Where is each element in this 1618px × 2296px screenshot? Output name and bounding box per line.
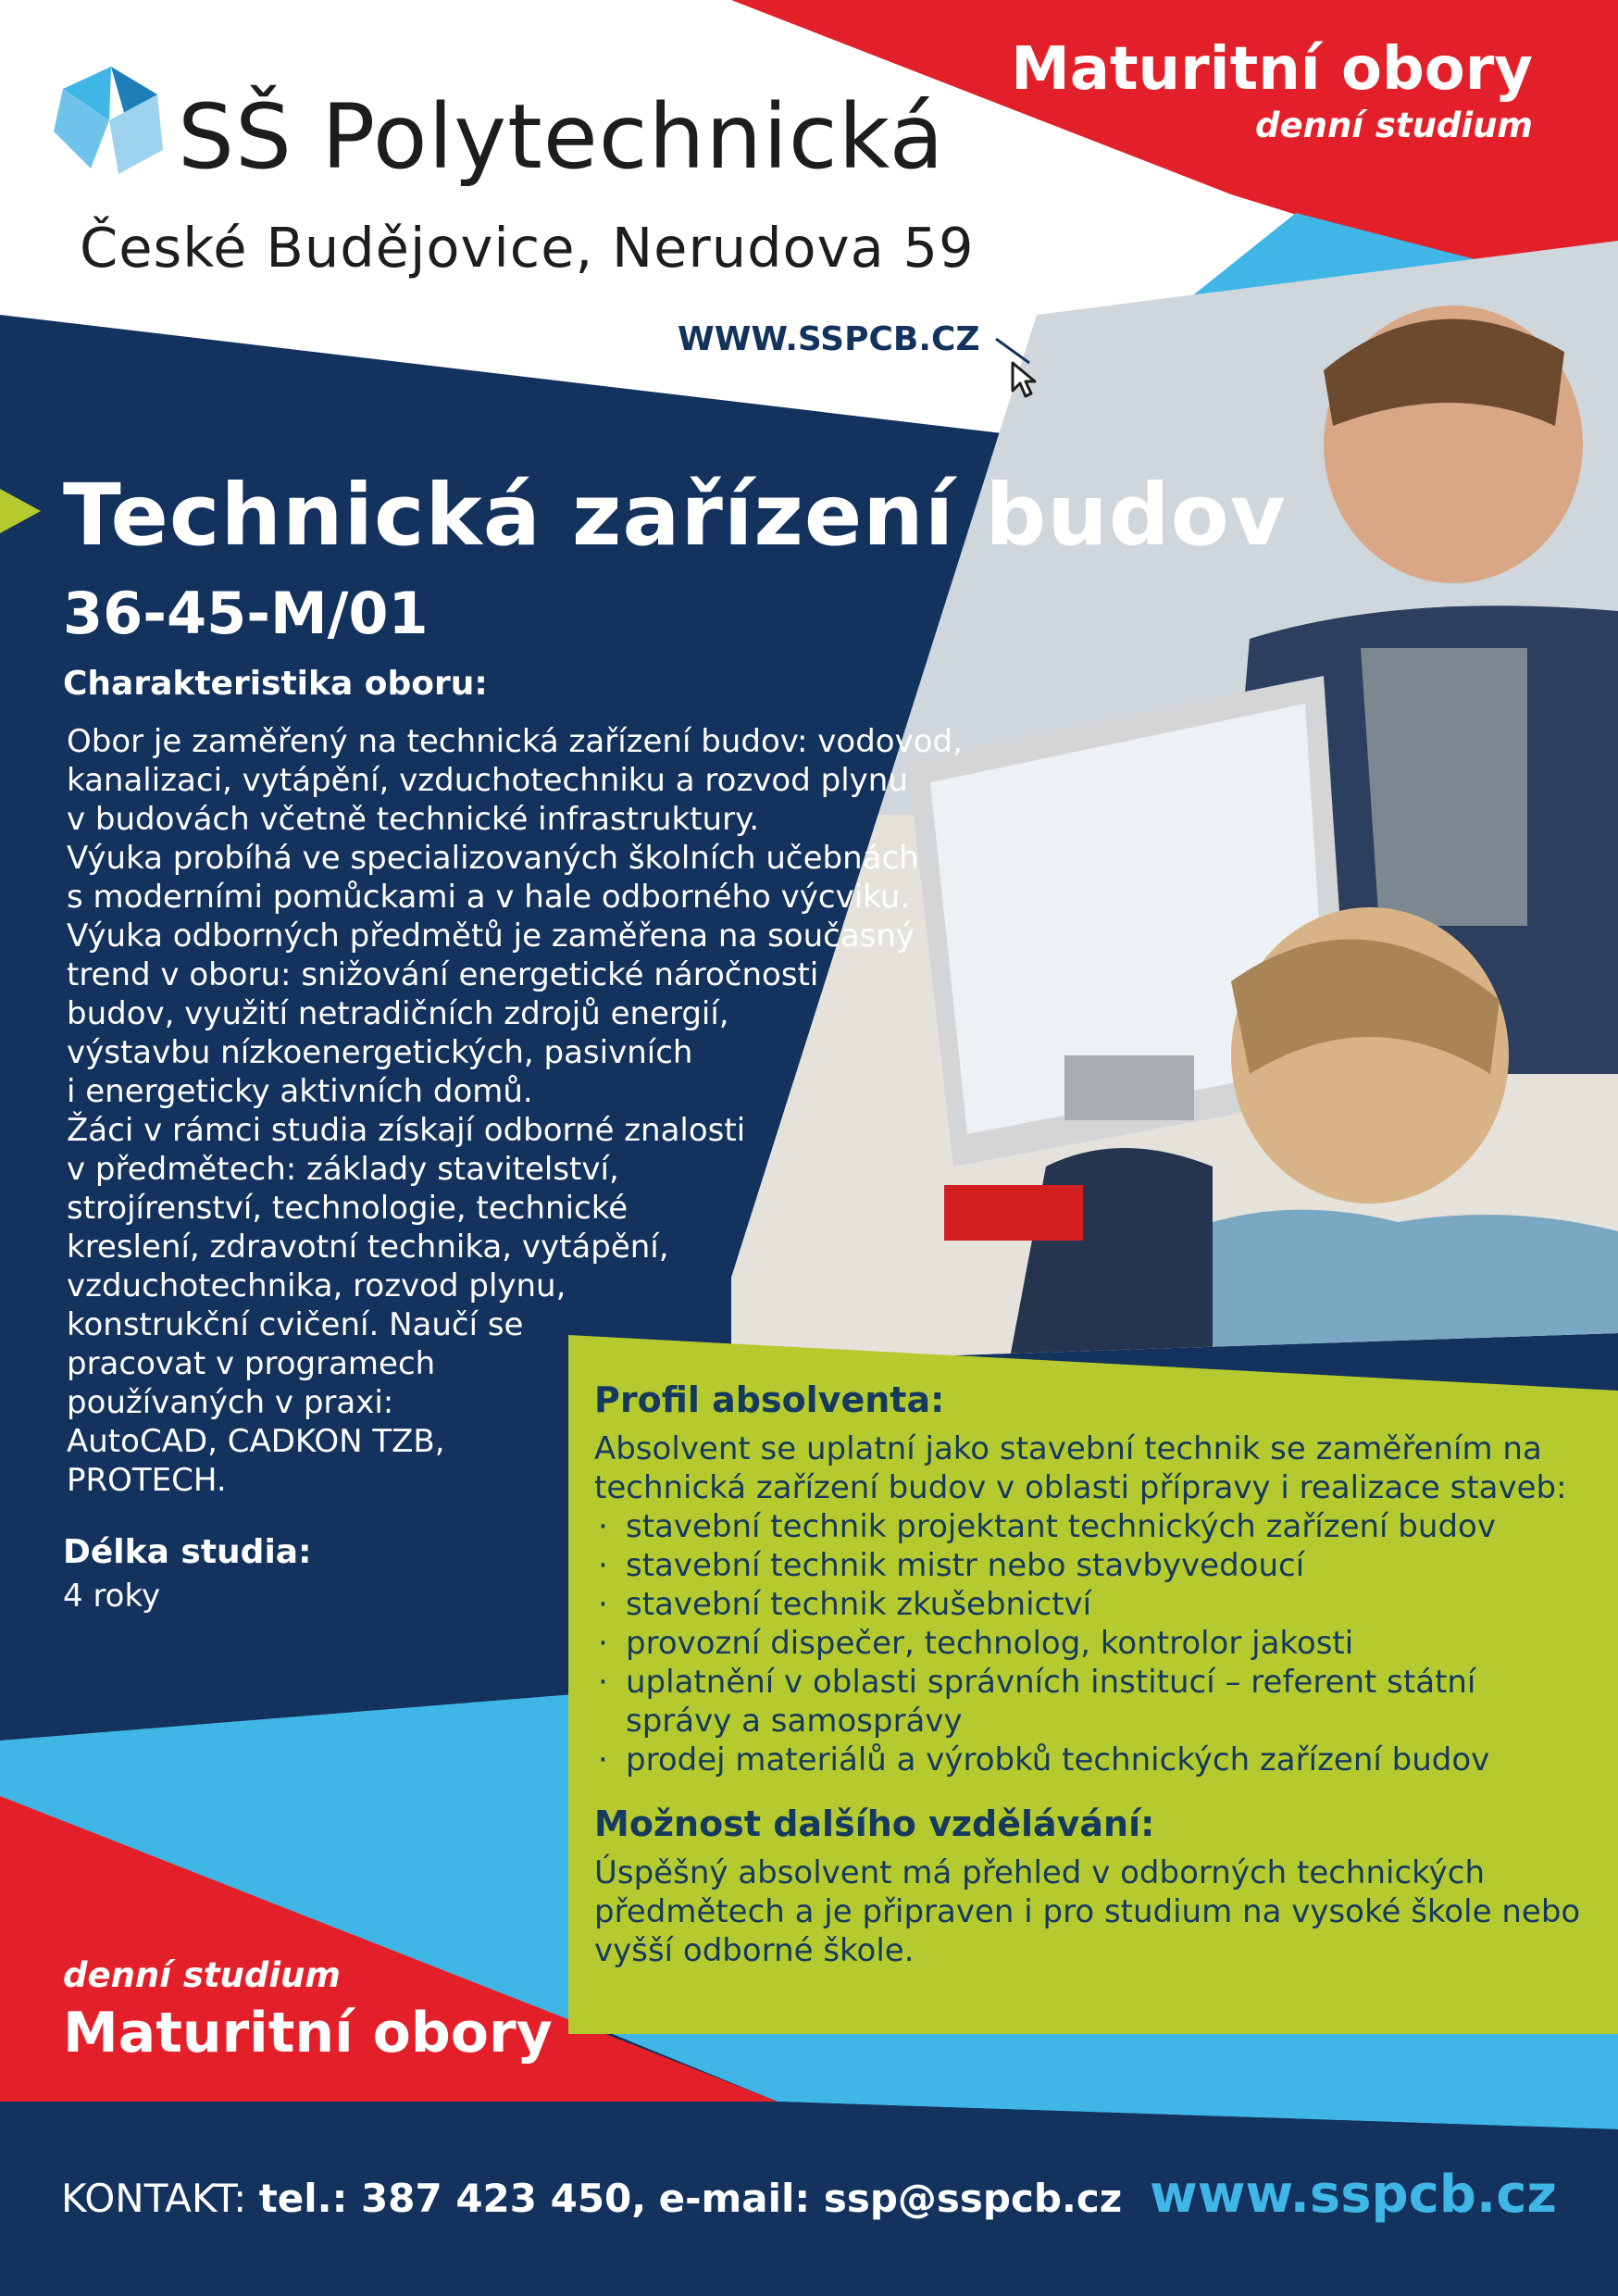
characteristics-line: i energeticky aktivních domů. <box>67 1073 533 1110</box>
list-item <box>594 1663 1594 1702</box>
profile-list <box>594 1507 1594 1779</box>
school-name: SŠ Polytechnická <box>178 85 945 189</box>
graduate-profile <box>594 1379 1594 1970</box>
characteristics-line: budov, využití netradičních zdrojů energií, <box>67 995 729 1032</box>
characteristics-line: Žáci v rámci studia získají odborné znalosti <box>67 1112 746 1149</box>
characteristics-line: trend v oboru: snižování energetické náročnosti <box>67 956 819 993</box>
contact-label: KONTAKT: <box>61 2176 247 2221</box>
further-education-line: vyšší odborné škole. <box>594 1932 915 1969</box>
characteristics-line: používaných v praxi: <box>67 1384 394 1421</box>
characteristics-line: v předmětech: základy stavitelství, <box>67 1151 619 1188</box>
contact-email[interactable]: e-mail: ssp@sspcb.cz <box>658 2176 1123 2221</box>
further-education <box>594 1803 1594 1970</box>
further-education-heading: Možnost dalšího vzdělávání: <box>594 1803 1155 1844</box>
profile-item-text: stavební technik zkušebnictví <box>626 1586 1092 1623</box>
profile-heading: Profil absolventa: <box>594 1379 945 1420</box>
characteristics-line: AutoCAD, CADKON TZB, <box>67 1423 445 1460</box>
characteristics-line: Výuka odborných předmětů je zaměřena na současný <box>67 917 915 955</box>
ribbon-top <box>1011 37 1533 145</box>
ribbon-bottom-subtitle: denní studium <box>63 1955 341 1995</box>
study-length-value: 4 roky <box>63 1578 161 1615</box>
mouse-pointer-icon <box>992 335 1044 400</box>
characteristics-line: kanalizaci, vytápění, vzduchotechniku a rozvod plynu <box>67 762 908 799</box>
bullet-icon: · <box>598 1586 608 1623</box>
website-link-top[interactable]: WWW.SSPCB.CZ <box>678 320 980 358</box>
bullet-icon: · <box>598 1664 608 1701</box>
ribbon-top-title: Maturitní obory <box>1011 35 1533 104</box>
list-item-continuation <box>594 1702 1594 1741</box>
characteristics-line: Obor je zaměřený na technická zařízení budov: vodovod, <box>67 723 963 760</box>
characteristics-line: Výuka probíhá ve specializovaných školních učebnách <box>67 840 919 877</box>
characteristics-line: v budovách včetně technické infrastruktury. <box>67 801 760 838</box>
characteristics-line: s moderními pomůckami a v hale odborného výcviku. <box>67 879 911 916</box>
profile-item-text: správy a samosprávy <box>626 1703 963 1740</box>
list-item <box>594 1546 1594 1585</box>
ribbon-bottom <box>63 1955 553 2065</box>
ribbon-bottom-title: Maturitní obory <box>63 2001 553 2065</box>
ribbon-top-subtitle: denní studium <box>1255 106 1533 146</box>
bullet-icon: · <box>598 1741 608 1778</box>
contact-phone[interactable]: tel.: 387 423 450, <box>258 2176 647 2221</box>
list-item <box>594 1624 1594 1663</box>
characteristics-heading: Charakteristika oboru: <box>63 665 488 703</box>
characteristics-line: vzduchotechnika, rozvod plynu, <box>67 1267 566 1304</box>
characteristics-line: PROTECH. <box>67 1462 227 1499</box>
characteristics-line: strojírenství, technologie, technické <box>67 1190 629 1227</box>
school-address: České Budějovice, Nerudova 59 <box>80 216 975 280</box>
further-education-line: Úspěšný absolvent má přehled v odborných technických <box>594 1854 1486 1891</box>
study-length-heading: Délka studia: <box>63 1533 312 1571</box>
website-link-bottom[interactable]: www.sspcb.cz <box>1150 2165 1557 2225</box>
profile-item-text: stavební technik projektant technických zařízení budov <box>626 1508 1496 1545</box>
bullet-icon: · <box>598 1508 608 1545</box>
characteristics-line: konstrukční cvičení. Naučí se <box>67 1306 524 1343</box>
profile-item-text: stavební technik mistr nebo stavbyvedoucí <box>626 1547 1305 1584</box>
contact-line <box>61 2176 1122 2221</box>
profile-item-text: uplatnění v oblasti správních institucí – referent státní <box>626 1664 1476 1701</box>
profile-intro-line: Absolvent se uplatní jako stavební technik se zaměřením na <box>594 1430 1542 1467</box>
list-item <box>594 1507 1594 1546</box>
bullet-icon: · <box>598 1547 608 1584</box>
arrow-marker-icon <box>0 489 41 533</box>
profile-intro-line: technická zařízení budov v oblasti přípravy i realizace staveb: <box>594 1469 1567 1506</box>
bullet-icon: · <box>598 1625 608 1662</box>
profile-item-text: prodej materiálů a výrobků technických zařízení budov <box>626 1741 1490 1778</box>
profile-item-text: provozní dispečer, technolog, kontrolor jakosti <box>626 1625 1354 1662</box>
school-logo-icon <box>54 67 165 174</box>
characteristics-line: výstavbu nízkoenergetických, pasivních <box>67 1034 693 1071</box>
program-code: 36-45-M/01 <box>63 580 429 647</box>
program-title: Technická zařízení budov <box>63 466 1287 565</box>
further-education-line: předmětech a je připraven i pro studium na vysoké škole nebo <box>594 1893 1581 1930</box>
characteristics-line: kreslení, zdravotní technika, vytápění, <box>67 1229 669 1266</box>
characteristics-line: pracovat v programech <box>67 1345 436 1382</box>
list-item <box>594 1585 1594 1624</box>
list-item <box>594 1741 1594 1779</box>
